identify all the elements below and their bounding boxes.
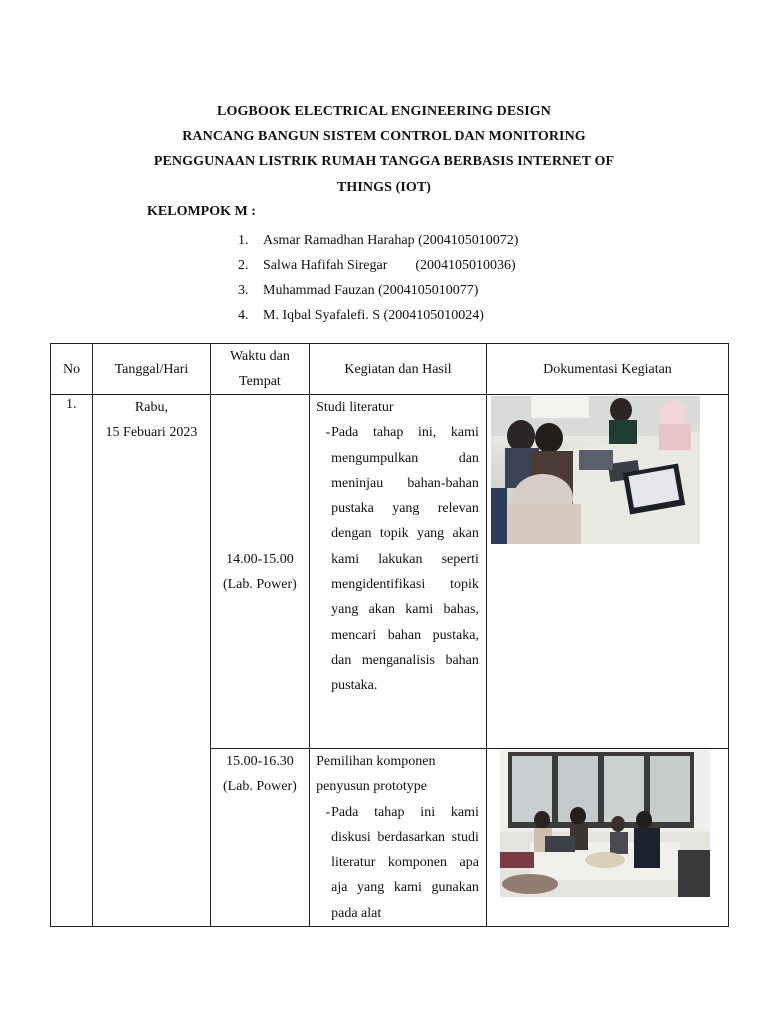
row-time-2: 15.00-16.30 (Lab. Power) [210,749,309,927]
document-title-line-4: THINGS (IOT) [336,180,432,195]
documentation-photo-discussion [500,750,710,897]
row-documentation-2 [486,749,728,927]
document-title-line-3: PENGGUNAAN LISTRIK RUMAH TANGGA BERBASIS INTERNET OF [153,154,615,169]
header-date: Tanggal/Hari [93,344,211,395]
header-time: Waktu dan Tempat [210,344,309,395]
logbook-table [50,343,729,927]
group-title: KELOMPOK M : [147,204,256,219]
header-no: No [51,344,93,395]
activity-detail: - Pada tahap ini kami diskusi berdasarkan studi literatur komponen apa aja yang kami gunakan pada alat [325,804,479,921]
activity-title: Studi literatur [316,400,394,415]
documentation-photo-study [491,396,700,544]
document-title-line-2: RANCANG BANGUN SISTEM CONTROL DAN MONITORING [182,129,586,144]
row-documentation-1 [486,395,728,749]
member-list [238,231,518,331]
member-item: 1. Asmar Ramadhan Harahap (2004105010072) [238,233,519,248]
header-documentation: Dokumentasi Kegiatan [486,344,728,395]
member-item: 2. Salwa Hafifah Siregar (2004105010036) [238,258,516,273]
table-header-row [51,344,729,395]
member-item: 3. Muhammad Fauzan (2004105010077) [238,283,479,298]
activity-title: Pemilihan komponen penyusun prototype [316,754,436,795]
table-row [51,395,729,749]
row-activity-1 [310,395,487,749]
row-time-1: 14.00-15.00 (Lab. Power) [210,395,309,749]
activity-detail: - Pada tahap ini, kami mengumpulkan dan meninjau bahan-bahan pustaka yang relevan dengan topik yang akan kami lakukan seperti mengidentifikasi topik yang akan kami bahas, mencari bahan pustaka, dan menganalisis bahan pustaka. [325,425,479,694]
row-date: Rabu, 15 Febuari 2023 [93,395,211,927]
document-title-line-1: LOGBOOK ELECTRICAL ENGINEERING DESIGN [217,104,551,119]
row-activity-2 [310,749,487,927]
row-number: 1. [51,395,93,927]
header-activity: Kegiatan dan Hasil [310,344,487,395]
member-item: 4. M. Iqbal Syafalefi. S (2004105010024) [238,308,484,323]
